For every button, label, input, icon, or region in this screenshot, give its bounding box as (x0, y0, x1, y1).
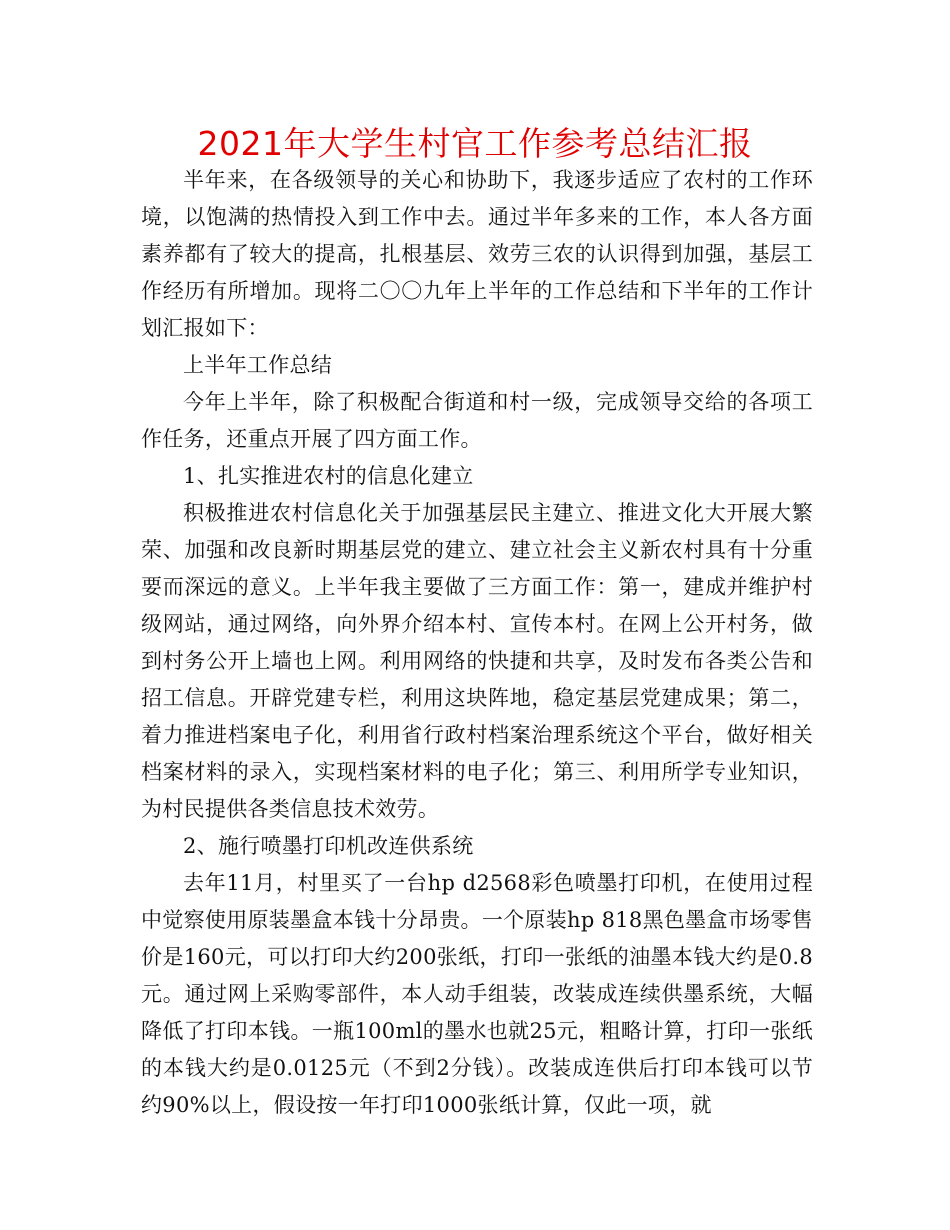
paragraph-intro: 半年来，在各级领导的关心和协助下，我逐步适应了农村的工作环境，以饱满的热情投入到工作中去。通过半年多来的工作，本人各方面素养都有了较大的提高，扎根基层、效劳三农的认识得到加强，基层工作经历有所增加。现将二〇〇九年上半年的工作总结和下半年的工作计划汇报如下： (141, 168, 813, 340)
subheading-informatization: 1、扎实推进农村的信息化建立 (183, 464, 474, 488)
paragraph-first-half-overview: 今年上半年，除了积极配合街道和村一级，完成领导交给的各项工作任务，还重点开展了四方面工作。 (141, 390, 813, 451)
subheading-printer-ciss: 2、施行喷墨打印机改连供系统 (183, 834, 474, 858)
section-heading-first-half: 上半年工作总结 (183, 353, 333, 377)
paragraph-informatization: 积极推进农村信息化关于加强基层民主建立、推进文化大开展大繁荣、加强和改良新时期基层党的建立、建立社会主义新农村具有十分重要而深远的意义。上半年我主要做了三方面工作：第一，建成并维护村级网站，通过网络，向外界介绍本村、宣传本村。在网上公开村务，做到村务公开上墙也上网。利用网络的快捷和共享，及时发布各类公告和招工信息。开辟党建专栏，利用这块阵地，稳定基层党建成果；第二，着力推进档案电子化，利用省行政村档案治理系统这个平台，做好相关档案材料的录入，实现档案材料的电子化；第三、利用所学专业知识，为村民提供各类信息技术效劳。 (141, 501, 813, 821)
paragraph-printer-ciss: 去年11月，村里买了一台hp d2568彩色喷墨打印机，在使用过程中觉察使用原装墨盒本钱十分昂贵。一个原装hp 818黑色墨盒市场零售价是160元，可以打印大约200张纸，打印一张纸的油墨本钱大约是0.8元。通过网上采购零部件，本人动手组装，改装成连续供墨系统，大幅降低了打印本钱。一瓶100ml的墨水也就25元，粗略计算，打印一张纸的本钱大约是0.0125元（不到2分钱）。改装成连供后打印本钱可以节约90%以上，假设按一年打印1000张纸计算，仅此一项，就 (141, 871, 813, 1117)
document-body (141, 162, 813, 1124)
document-title: 2021年大学生村官工作参考总结汇报 (197, 124, 753, 163)
